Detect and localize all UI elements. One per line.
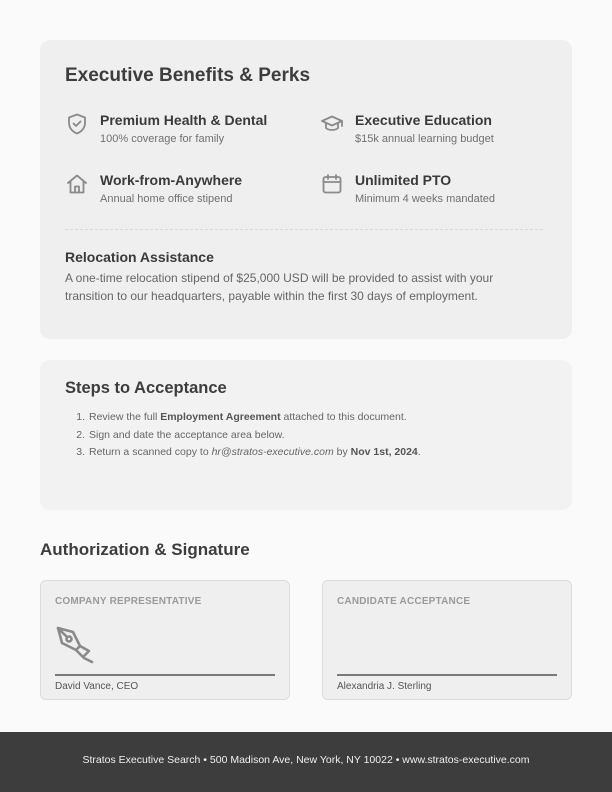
pen-nib-icon (55, 625, 95, 665)
footer (0, 732, 612, 792)
signature-line (337, 674, 557, 676)
agreement-name: Employment Agreement (160, 411, 281, 423)
benefit-education (320, 112, 550, 152)
calendar-icon (320, 172, 344, 196)
list-item: 3. Return a scanned copy to hr@stratos-executive.com by Nov 1st, 2024. (76, 446, 421, 458)
relocation-text: A one-time relocation stipend of $25,000 USD will be provided to assist with your transition to our headquarters, payable within the first 30 days of employment. (65, 271, 494, 303)
benefits-title: Executive Benefits & Perks (65, 65, 311, 86)
graduation-cap-icon (320, 112, 344, 136)
deadline-date: Nov 1st, 2024 (350, 446, 418, 458)
company-signature-box[interactable] (40, 580, 290, 700)
steps-list (65, 409, 421, 462)
benefit-pto (320, 172, 550, 212)
signature-label: CANDIDATE ACCEPTANCE (337, 596, 471, 607)
signer-name: Alexandria J. Sterling (337, 681, 432, 692)
divider (65, 229, 543, 230)
steps-card (40, 360, 572, 510)
list-item: 2. Sign and date the acceptance area below. (76, 428, 285, 441)
shield-check-icon (65, 112, 89, 136)
benefit-desc: $15k annual learning budget (355, 133, 494, 145)
benefit-desc: Annual home office stipend (100, 193, 233, 205)
benefit-desc: 100% coverage for family (100, 133, 225, 145)
email-address: hr@stratos-executive.com (211, 446, 334, 458)
relocation-title: Relocation Assistance (65, 249, 214, 265)
authorization-title: Authorization & Signature (40, 540, 250, 559)
steps-title: Steps to Acceptance (65, 379, 227, 397)
footer-text: Stratos Executive Search • 500 Madison Ave, New York, NY 10022 • www.stratos-executive.com (82, 754, 530, 766)
signer-name: David Vance, CEO (55, 681, 139, 692)
benefit-title: Executive Education (355, 112, 492, 128)
candidate-signature-box[interactable] (322, 580, 572, 700)
signature-line (55, 674, 275, 676)
list-item: 1. Review the full Employment Agreement attached to this document. (76, 411, 407, 423)
benefit-desc: Minimum 4 weeks mandated (355, 193, 496, 205)
benefit-title: Premium Health & Dental (100, 112, 268, 128)
benefit-health (65, 112, 295, 152)
benefit-title: Unlimited PTO (355, 172, 452, 188)
benefit-remote (65, 172, 295, 212)
benefits-card (40, 40, 572, 339)
benefit-title: Work-from-Anywhere (100, 172, 243, 188)
signature-label: COMPANY REPRESENTATIVE (55, 596, 202, 607)
home-icon (65, 172, 89, 196)
